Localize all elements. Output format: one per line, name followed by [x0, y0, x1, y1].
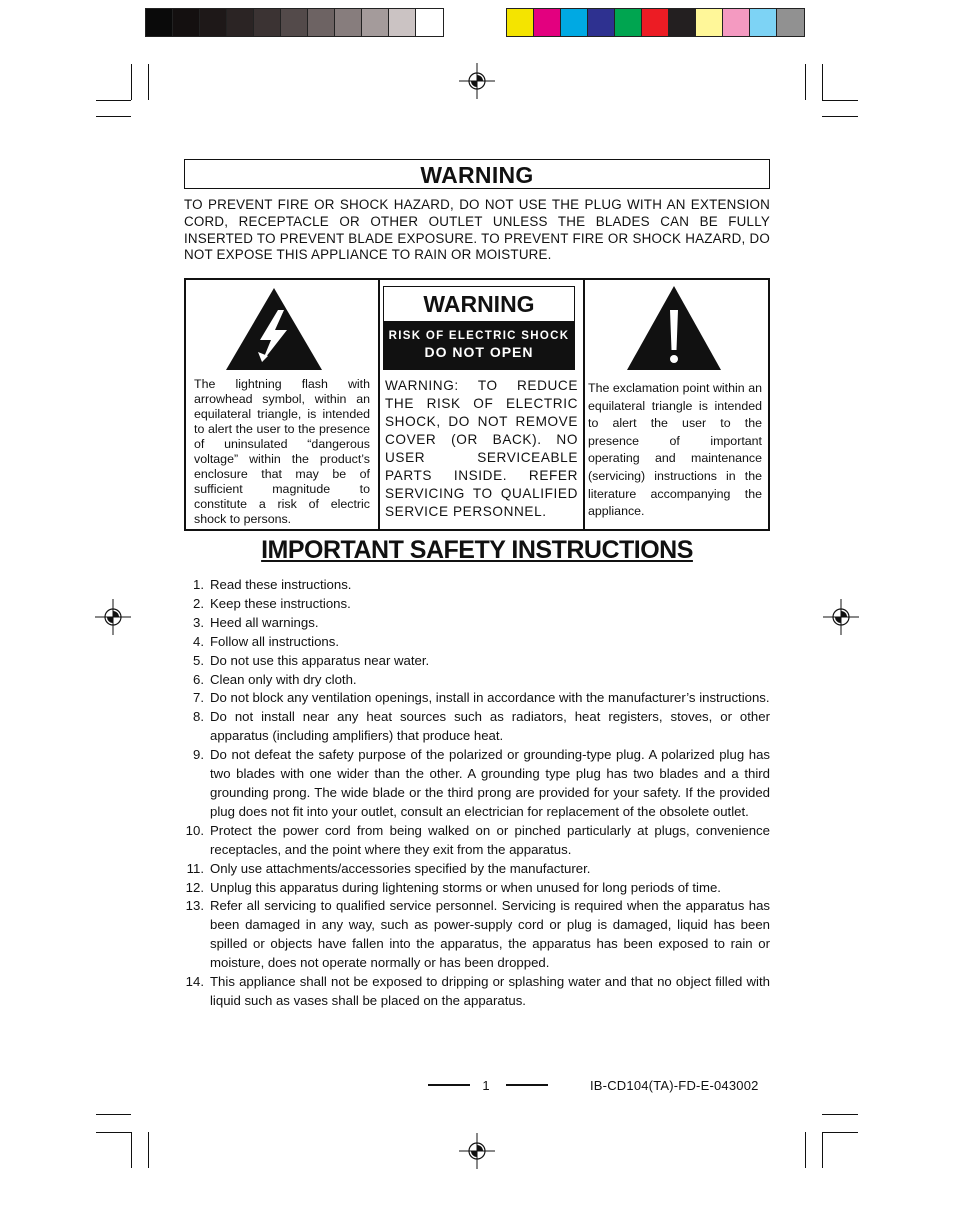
calibration-swatch [615, 9, 642, 36]
exclamation-column [583, 280, 767, 529]
color-calibration-bar [506, 8, 805, 37]
grayscale-calibration-bar [145, 8, 444, 37]
safety-instructions-title: IMPORTANT SAFETY INSTRUCTIONS [261, 536, 693, 564]
calibration-swatch [777, 9, 804, 36]
calibration-swatch [389, 9, 416, 36]
warning-column [378, 280, 585, 529]
calibration-swatch [254, 9, 281, 36]
item-number: 11. [186, 860, 204, 876]
calibration-swatch [642, 9, 669, 36]
item-text: Read these instructions. [210, 577, 352, 592]
safety-instruction-item [184, 822, 770, 860]
registration-target-icon [459, 63, 495, 99]
item-text: Do not use this apparatus near water. [210, 652, 430, 668]
calibration-swatch [507, 9, 534, 36]
item-number: 6. [193, 671, 204, 687]
registration-target-icon [823, 599, 859, 635]
item-number: 1. [193, 577, 204, 592]
lightning-column [186, 280, 380, 529]
calibration-swatch [723, 9, 750, 36]
calibration-swatch [335, 9, 362, 36]
safety-instruction-item [184, 879, 770, 898]
safety-instruction-item [184, 595, 770, 614]
exclamation-description: The exclamation point within an equilateral triangle is intended to alert the user to the presence of important operating and maintenance (servicing) instructions in the literature accompanying the appliance. [588, 381, 762, 519]
safety-instruction-item [184, 652, 770, 671]
inner-warning-title: WARNING [423, 291, 535, 317]
safety-instruction-item [184, 973, 770, 1011]
item-text: Refer all servicing to qualified service personnel. Servicing is required when the apparatus has been damaged in any way, such as power-supply cord or plug is damaged, liquid has been spilled or objects have fallen into the apparatus, the apparatus has been exposed to rain or moisture, does not operate normally or has been dropped. [210, 898, 770, 971]
lightning-triangle-icon [224, 286, 324, 372]
safety-instructions-list [184, 576, 770, 1011]
warning-title: WARNING [420, 162, 534, 188]
calibration-swatch [669, 9, 696, 36]
exclamation-triangle-icon [625, 284, 723, 372]
lightning-description: The lightning flash with arrowhead symbol, within an equilateral triangle, is intended to alert the user to the presence of uninsulated “dangerous voltage” within the product’s enclosure that may be of sufficient magnitude to constitute a risk of electric shock to persons. [194, 377, 370, 526]
calibration-swatch [200, 9, 227, 36]
safety-instruction-item [184, 633, 770, 652]
footer-rule-right [506, 1084, 548, 1086]
item-number: 13. [185, 898, 204, 914]
safety-instruction-item [184, 689, 770, 708]
item-text: Clean only with dry cloth. [210, 671, 357, 687]
item-number: 10. [185, 822, 204, 838]
item-text: Do not block any ventilation openings, install in accordance with the manufacturer’s instructions. [210, 690, 770, 706]
item-text: Do not defeat the safety purpose of the polarized or grounding-type plug. A polarized plug has two blades with one wider than the other. A grounding type plug has two blades and a third grounding prong. The wide blade or the third prong are provided for your safety. If the provided plug does not fit into your outlet, consult an electrician for replacement of the obsolete outlet. [210, 747, 770, 819]
safety-instruction-item [184, 897, 770, 973]
item-number: 9. [193, 747, 204, 763]
calibration-swatch [534, 9, 561, 36]
item-number: 2. [193, 595, 204, 611]
do-not-open-text: DO NOT OPEN [424, 344, 534, 360]
registration-target-icon [95, 599, 131, 635]
item-text: Protect the power cord from being walked on or pinched particularly at plugs, convenience receptacles, and the point where they exit from the apparatus. [210, 822, 770, 857]
item-text: Do not install near any heat sources such as radiators, heat registers, stoves, or other apparatus (including amplifiers) that produce heat. [210, 709, 770, 744]
registration-target-icon [459, 1133, 495, 1169]
item-text: Follow all instructions. [210, 633, 339, 649]
warning-heading [184, 159, 770, 189]
warning-paragraph: TO PREVENT FIRE OR SHOCK HAZARD, DO NOT USE THE PLUG WITH AN EXTENSION CORD, RECEPTACLE OR OTHER OUTLET UNLESS THE BLADES CAN BE FULLY INSERTED TO PREVENT BLADE EXPOSURE. TO PREVENT FIRE OR SHOCK HAZARD, DO NOT EXPOSE THIS APPLIANCE TO RAIN OR MOISTURE. [184, 197, 770, 263]
calibration-swatch [227, 9, 254, 36]
calibration-swatch [362, 9, 389, 36]
calibration-swatch [588, 9, 615, 36]
item-number: 8. [193, 709, 204, 725]
item-text: This appliance shall not be exposed to dripping or splashing water and that no object filled with liquid such as vases shall be placed on the apparatus. [210, 974, 770, 1008]
safety-instruction-item [184, 671, 770, 690]
item-number: 14. [185, 974, 204, 990]
document-code: IB-CD104(TA)-FD-E-043002 [590, 1078, 759, 1093]
risk-text: RISK OF ELECTRIC SHOCK [388, 330, 570, 342]
item-number: 4. [193, 633, 204, 649]
calibration-swatch [308, 9, 335, 36]
cover-warning-text: WARNING: TO REDUCE THE RISK OF ELECTRIC SHOCK, DO NOT REMOVE COVER (OR BACK). NO USER SERVICEABLE PARTS INSIDE. REFER SERVICING TO QUALIFIED SERVICE PERSONNEL. [385, 378, 578, 519]
item-number: 5. [193, 652, 204, 668]
calibration-swatch [146, 9, 173, 36]
safety-instruction-item [184, 614, 770, 633]
calibration-swatch [281, 9, 308, 36]
safety-instruction-item [184, 576, 770, 595]
footer-rule-left [428, 1084, 470, 1086]
calibration-swatch [173, 9, 200, 36]
item-text: Keep these instructions. [210, 595, 351, 611]
item-number: 7. [193, 690, 204, 706]
page-number: 1 [482, 1078, 490, 1093]
calibration-swatch [561, 9, 588, 36]
item-text: Heed all warnings. [210, 614, 319, 630]
safety-instruction-item [184, 708, 770, 746]
item-number: 3. [193, 614, 204, 630]
calibration-swatch [750, 9, 777, 36]
calibration-swatch [416, 9, 443, 36]
symbol-panel [184, 278, 770, 531]
risk-of-shock-label [383, 286, 575, 370]
safety-instruction-item [184, 860, 770, 879]
calibration-swatch [696, 9, 723, 36]
safety-instruction-item [184, 746, 770, 822]
item-text: Only use attachments/accessories specified by the manufacturer. [210, 860, 591, 876]
item-number: 12. [185, 879, 204, 895]
item-text: Unplug this apparatus during lightening storms or when unused for long periods of time. [210, 879, 721, 895]
